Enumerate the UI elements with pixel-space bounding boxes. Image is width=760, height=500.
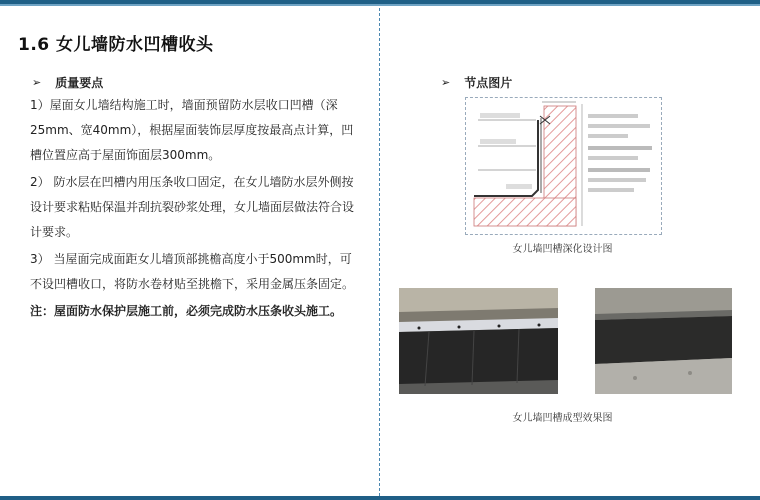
photo-2-image [595, 288, 732, 394]
column-divider [379, 8, 380, 496]
bottom-accent-bar [0, 496, 760, 500]
top-accent-stripe [0, 4, 760, 6]
quality-points-heading [32, 74, 360, 91]
quality-points-heading-text: 质量要点 [55, 76, 104, 90]
quality-points-section [30, 74, 360, 324]
groove-photo-1 [399, 288, 558, 394]
diagram-drawing [466, 98, 661, 234]
photo-1-image [399, 288, 558, 394]
groove-photo-2 [595, 288, 732, 394]
photo-caption: 女儿墙凹槽成型效果图 [512, 413, 613, 424]
parapet-groove-design-diagram [465, 97, 662, 235]
paragraph-3: 3） 当屋面完成面距女儿墙顶部挑檐高度小于500mm时，可不设凹槽收口，将防水卷材贴至挑檐下，采用金属压条固定。 [30, 252, 355, 291]
node-pictures-heading [441, 74, 512, 91]
arrow-bullet-icon: ➢ [441, 76, 451, 89]
arrow-bullet-icon: ➢ [32, 76, 42, 89]
paragraph-1: 1）屋面女儿墙结构施工时，墙面预留防水层收口凹槽（深25mm、宽40mm），根据屋面装饰层厚度按最高点计算，凹槽位置应高于屋面饰面层300mm。 [30, 98, 354, 162]
paragraph-2: 2） 防水层在凹槽内用压条收口固定，在女儿墙防水层外侧按设计要求粘贴保温并刮抗裂砂浆处理，女儿墙面层做法符合设计要求。 [30, 175, 355, 239]
node-pictures-heading-text: 节点图片 [464, 76, 513, 90]
diagram-caption: 女儿墙凹槽深化设计图 [512, 244, 613, 255]
page-title: 1.6 女儿墙防水凹槽收头 [18, 35, 214, 55]
note-paragraph: 注：屋面防水保护层施工前，必须完成防水压条收头施工。 [30, 304, 343, 318]
